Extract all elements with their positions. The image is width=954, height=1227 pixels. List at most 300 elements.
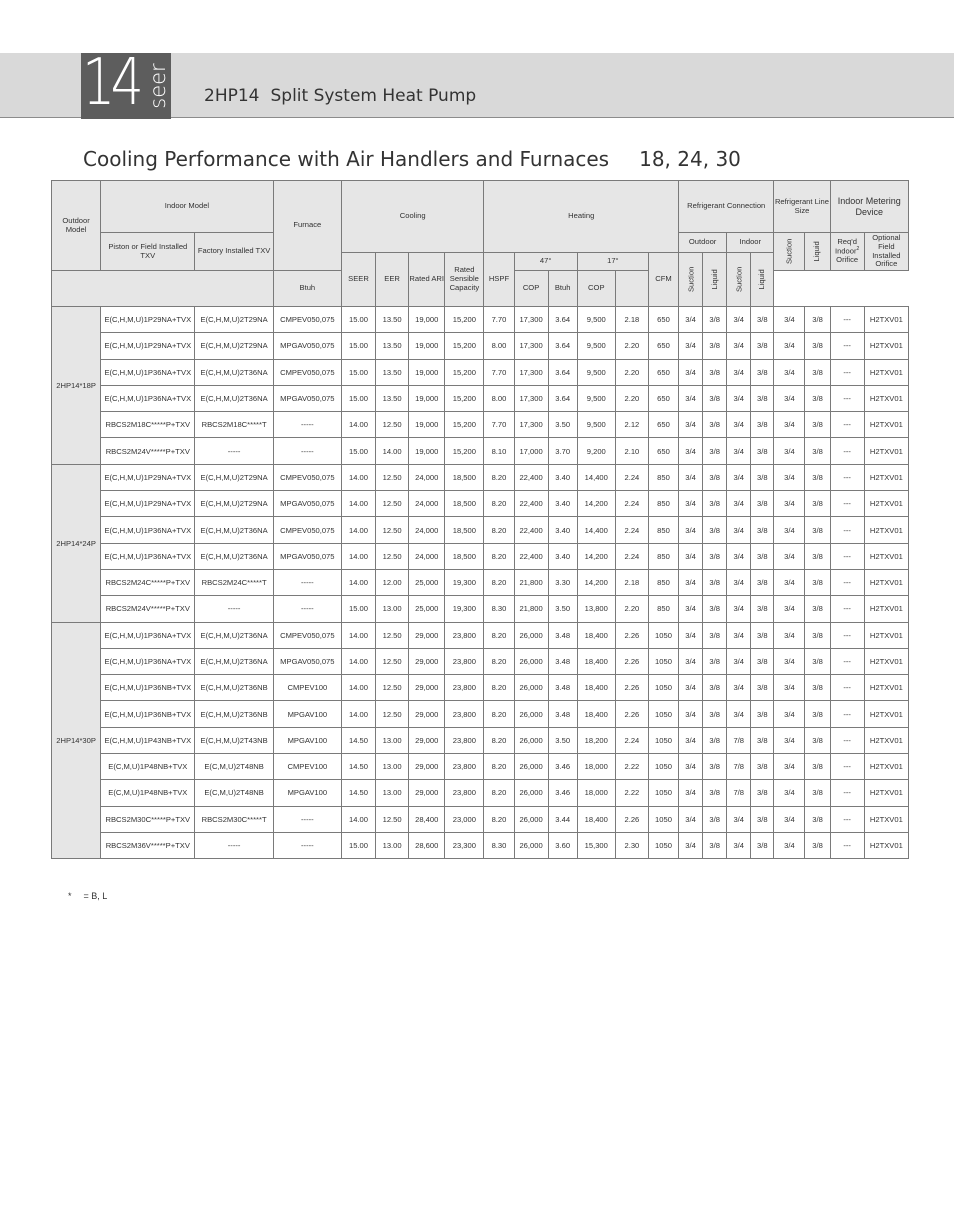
table-cell: 3.40 <box>548 464 577 490</box>
table-cell: 19,000 <box>409 359 445 385</box>
table-cell: 3/8 <box>805 596 830 622</box>
table-cell: 850 <box>648 517 678 543</box>
table-cell: 2.20 <box>615 385 648 411</box>
table-cell: CMPEV050,075 <box>273 622 341 648</box>
table-cell: 3/8 <box>805 832 830 858</box>
table-cell: 18,400 <box>577 806 615 832</box>
table-cell: 3/4 <box>679 438 703 464</box>
table-cell: 19,000 <box>409 307 445 333</box>
table-cell: 23,800 <box>445 648 484 674</box>
table-cell: E(C,H,M,U)2T36NB <box>195 701 273 727</box>
table-cell: 3/4 <box>774 359 805 385</box>
table-cell: 9,500 <box>577 412 615 438</box>
table-cell: 12.50 <box>376 648 409 674</box>
header-optional-orifice: Optional Field Installed Orifice <box>864 233 908 271</box>
table-cell: 1050 <box>648 622 678 648</box>
table-cell: 3/8 <box>751 806 774 832</box>
table-cell: 3.64 <box>548 333 577 359</box>
table-cell: 23,800 <box>445 675 484 701</box>
table-cell: 3/4 <box>774 596 805 622</box>
table-cell: 3/4 <box>727 569 751 595</box>
table-cell: 3/4 <box>727 806 751 832</box>
table-cell: 23,800 <box>445 622 484 648</box>
table-cell: H2TXV01 <box>864 780 908 806</box>
table-cell: 2.10 <box>615 438 648 464</box>
table-cell: 3/4 <box>774 727 805 753</box>
table-cell: 9,500 <box>577 385 615 411</box>
table-cell: 3/4 <box>679 648 703 674</box>
table-cell: 8.20 <box>484 806 514 832</box>
table-cell: 650 <box>648 412 678 438</box>
table-cell: 3/8 <box>805 622 830 648</box>
table-cell: H2TXV01 <box>864 412 908 438</box>
table-cell: 3/8 <box>805 727 830 753</box>
table-cell: 3.64 <box>548 307 577 333</box>
table-cell: 3/4 <box>679 385 703 411</box>
table-cell: CMPEV050,075 <box>273 359 341 385</box>
table-cell: E(C,H,M,U)1P29NA+TVX <box>101 333 195 359</box>
table-cell: 12.50 <box>376 675 409 701</box>
table-cell: RBCS2M24V*****P+TXV <box>101 438 195 464</box>
table-cell: E(C,H,M,U)2T36NA <box>195 385 273 411</box>
table-cell: 14.00 <box>341 806 375 832</box>
seer-word <box>146 56 170 116</box>
product-name: Split System Heat Pump <box>270 86 477 106</box>
table-cell: 23,300 <box>445 832 484 858</box>
table-cell: RBCS2M30C*****P+TXV <box>101 806 195 832</box>
table-cell: 12.50 <box>376 806 409 832</box>
table-cell: 3/8 <box>805 412 830 438</box>
table-cell: CMPEV100 <box>273 754 341 780</box>
table-cell: E(C,H,M,U)2T36NA <box>195 543 273 569</box>
table-cell: 1050 <box>648 648 678 674</box>
table-cell: E(C,H,M,U)2T29NA <box>195 491 273 517</box>
table-cell: --- <box>830 754 864 780</box>
table-cell: 18,000 <box>577 780 615 806</box>
table-cell: 3.44 <box>548 806 577 832</box>
header-outdoor: Outdoor <box>679 233 727 253</box>
table-cell: 7.70 <box>484 412 514 438</box>
table-cell: 13.50 <box>376 385 409 411</box>
table-cell: CMPEV100 <box>273 675 341 701</box>
table-cell: MPGAV050,075 <box>273 543 341 569</box>
table-cell: 12.50 <box>376 543 409 569</box>
header-reqd-orifice-b: Orifice <box>836 255 859 265</box>
table-cell: E(C,H,M,U)1P29NA+TVX <box>101 464 195 490</box>
table-cell: 2.18 <box>615 569 648 595</box>
table-cell: 23,800 <box>445 727 484 753</box>
table-row <box>52 596 909 622</box>
header-47-cop: COP <box>514 271 548 307</box>
table-cell: 15,200 <box>445 307 484 333</box>
table-cell: --- <box>830 727 864 753</box>
table-cell: 3.64 <box>548 385 577 411</box>
table-cell: 12.50 <box>376 701 409 727</box>
header-refrigerant-connection: Refrigerant Connection <box>679 181 774 233</box>
table-cell: 3/8 <box>805 780 830 806</box>
table-cell: 14.00 <box>341 464 375 490</box>
table-cell: 3/4 <box>774 648 805 674</box>
product-code: 2HP14 <box>204 86 260 106</box>
header-eer: EER <box>376 253 409 307</box>
table-cell: 13.50 <box>376 307 409 333</box>
table-cell: 14.00 <box>341 543 375 569</box>
table-cell: E(C,H,M,U)2T36NB <box>195 675 273 701</box>
table-cell: H2TXV01 <box>864 517 908 543</box>
table-cell: H2TXV01 <box>864 543 908 569</box>
table-cell: 24,000 <box>409 491 445 517</box>
table-cell: MPGAV100 <box>273 701 341 727</box>
table-cell: 2.12 <box>615 412 648 438</box>
header-outdoor-model: Outdoor Model <box>52 181 101 271</box>
table-cell: 3/8 <box>805 543 830 569</box>
table-cell: 3/4 <box>774 780 805 806</box>
table-cell: 3/4 <box>774 754 805 780</box>
table-cell: ----- <box>195 596 273 622</box>
table-cell: 3/4 <box>774 569 805 595</box>
table-cell: 24,000 <box>409 543 445 569</box>
header-17: 17° <box>577 253 648 271</box>
table-cell: 21,800 <box>514 596 548 622</box>
table-cell: RBCS2M24C*****T <box>195 569 273 595</box>
table-cell: 15,200 <box>445 359 484 385</box>
table-cell: CMPEV050,075 <box>273 517 341 543</box>
table-row <box>52 517 909 543</box>
table-cell: 3/4 <box>679 359 703 385</box>
table-cell: 3/4 <box>774 832 805 858</box>
table-cell: 18,500 <box>445 491 484 517</box>
table-cell: --- <box>830 569 864 595</box>
table-cell: 19,000 <box>409 412 445 438</box>
section-sizes: 18, 24, 30 <box>639 147 741 171</box>
table-cell: 3/8 <box>805 385 830 411</box>
table-cell: 8.00 <box>484 385 514 411</box>
table-cell: 18,500 <box>445 464 484 490</box>
table-cell: H2TXV01 <box>864 307 908 333</box>
table-cell: E(C,H,M,U)1P36NA+TVX <box>101 622 195 648</box>
table-cell: 3.48 <box>548 675 577 701</box>
table-cell: 8.20 <box>484 569 514 595</box>
header-rated-ari: Rated ARI <box>409 253 445 307</box>
header-piston: Piston or Field Installed TXV <box>101 233 195 271</box>
table-cell: ----- <box>273 596 341 622</box>
table-cell: --- <box>830 832 864 858</box>
table-cell: H2TXV01 <box>864 832 908 858</box>
table-cell: 23,800 <box>445 780 484 806</box>
table-cell: 26,000 <box>514 754 548 780</box>
table-cell: 3/8 <box>703 307 727 333</box>
header-indoor: Indoor <box>727 233 774 253</box>
section-title-text: Cooling Performance with Air Handlers and Furnaces <box>83 147 610 171</box>
table-cell: 29,000 <box>409 675 445 701</box>
table-cell: 12.00 <box>376 569 409 595</box>
table-cell: 850 <box>648 569 678 595</box>
header-heating: Heating <box>484 181 679 253</box>
table-cell: 2.20 <box>615 359 648 385</box>
table-cell: 13.00 <box>376 727 409 753</box>
table-cell: MPGAV100 <box>273 780 341 806</box>
table-cell: E(C,M,U)1P48NB+TVX <box>101 780 195 806</box>
table-cell: 3/8 <box>751 412 774 438</box>
table-cell: E(C,H,M,U)1P29NA+TVX <box>101 491 195 517</box>
header-spacer <box>52 271 274 307</box>
table-cell: 15.00 <box>341 359 375 385</box>
table-row <box>52 307 909 333</box>
table-cell: 22,400 <box>514 543 548 569</box>
table-cell: 14.00 <box>341 622 375 648</box>
table-cell: 14.00 <box>341 675 375 701</box>
header-furnace: Furnace <box>273 181 341 271</box>
table-row <box>52 754 909 780</box>
table-cell: 12.50 <box>376 491 409 517</box>
table-cell: 18,400 <box>577 701 615 727</box>
table-cell: 14.00 <box>341 648 375 674</box>
header-17-btuh: Btuh <box>548 271 577 307</box>
table-cell: 23,800 <box>445 701 484 727</box>
table-cell: 3/8 <box>703 754 727 780</box>
table-cell: 3/8 <box>751 569 774 595</box>
table-cell: 2.20 <box>615 596 648 622</box>
table-cell: ----- <box>273 832 341 858</box>
table-cell: 3/4 <box>774 806 805 832</box>
header-line-suction: Suction <box>784 238 794 265</box>
header-47-btuh: Btuh <box>273 271 341 307</box>
table-cell: 29,000 <box>409 727 445 753</box>
table-cell: E(C,H,M,U)2T36NA <box>195 517 273 543</box>
table-cell: MPGAV050,075 <box>273 491 341 517</box>
table-cell: 3.46 <box>548 780 577 806</box>
table-cell: 18,000 <box>577 754 615 780</box>
table-cell: E(C,M,U)2T48NB <box>195 780 273 806</box>
table-cell: 29,000 <box>409 648 445 674</box>
product-title <box>204 86 476 106</box>
table-cell: 3/8 <box>805 491 830 517</box>
table-cell: 8.20 <box>484 754 514 780</box>
table-cell: 7/8 <box>727 727 751 753</box>
table-cell: 8.20 <box>484 780 514 806</box>
table-row <box>52 701 909 727</box>
table-cell: 3/4 <box>727 412 751 438</box>
table-cell: H2TXV01 <box>864 333 908 359</box>
table-cell: 23,000 <box>445 806 484 832</box>
table-cell: 2.24 <box>615 491 648 517</box>
table-cell: 3/8 <box>703 648 727 674</box>
table-cell: 3/8 <box>751 333 774 359</box>
table-cell: 15.00 <box>341 385 375 411</box>
table-cell: 15,200 <box>445 385 484 411</box>
table-cell: 3/4 <box>679 491 703 517</box>
table-cell: ----- <box>273 412 341 438</box>
table-cell: 1050 <box>648 754 678 780</box>
table-cell: 3/8 <box>805 333 830 359</box>
table-cell: 14,200 <box>577 543 615 569</box>
table-cell: 3/4 <box>679 622 703 648</box>
table-cell: 14,200 <box>577 569 615 595</box>
table-cell: H2TXV01 <box>864 385 908 411</box>
table-cell: 3/8 <box>805 648 830 674</box>
table-cell: H2TXV01 <box>864 438 908 464</box>
table-cell: 12.50 <box>376 517 409 543</box>
table-cell: 3/8 <box>703 385 727 411</box>
table-cell: E(C,H,M,U)1P29NA+TVX <box>101 307 195 333</box>
table-cell: 3.40 <box>548 517 577 543</box>
table-cell: 850 <box>648 491 678 517</box>
table-cell: 3/4 <box>679 543 703 569</box>
table-cell: 3/4 <box>679 701 703 727</box>
table-cell: E(C,H,M,U)2T29NA <box>195 464 273 490</box>
table-cell: 22,400 <box>514 464 548 490</box>
table-cell: H2TXV01 <box>864 596 908 622</box>
table-cell: RBCS2M36V*****P+TXV <box>101 832 195 858</box>
table-cell: 18,500 <box>445 543 484 569</box>
table-cell: 3/4 <box>679 832 703 858</box>
table-cell: 19,300 <box>445 596 484 622</box>
table-cell: E(C,H,M,U)1P36NB+TVX <box>101 675 195 701</box>
table-cell: 9,500 <box>577 359 615 385</box>
table-cell: 13.00 <box>376 780 409 806</box>
table-cell: 9,500 <box>577 333 615 359</box>
table-cell: 14.00 <box>376 438 409 464</box>
table-cell: 3/8 <box>703 517 727 543</box>
footnote-star: * <box>68 891 72 901</box>
table-cell: 15.00 <box>341 832 375 858</box>
table-cell: 3.60 <box>548 832 577 858</box>
table-cell: 3/8 <box>703 491 727 517</box>
seer-word-label: seer <box>146 63 170 109</box>
table-cell: --- <box>830 543 864 569</box>
table-cell: 26,000 <box>514 701 548 727</box>
footnote-text: = B, L <box>83 891 108 901</box>
table-cell: 3/4 <box>774 675 805 701</box>
table-cell: 3/8 <box>805 307 830 333</box>
table-cell: E(C,H,M,U)2T43NB <box>195 727 273 753</box>
table-cell: 26,000 <box>514 780 548 806</box>
table-cell: 1050 <box>648 806 678 832</box>
table-cell: --- <box>830 385 864 411</box>
table-cell: ----- <box>273 806 341 832</box>
table-cell: 24,000 <box>409 464 445 490</box>
table-cell: 850 <box>648 464 678 490</box>
table-cell: 26,000 <box>514 675 548 701</box>
table-cell: 1050 <box>648 675 678 701</box>
table-cell: 8.30 <box>484 596 514 622</box>
table-cell: 12.50 <box>376 464 409 490</box>
table-cell: 3/4 <box>727 307 751 333</box>
table-cell: 26,000 <box>514 832 548 858</box>
table-cell: 650 <box>648 307 678 333</box>
table-cell: 29,000 <box>409 622 445 648</box>
table-cell: 3.50 <box>548 596 577 622</box>
table-cell: 3/8 <box>751 543 774 569</box>
table-cell: 19,000 <box>409 438 445 464</box>
header-reqd-orifice <box>830 233 864 271</box>
table-cell: 3.30 <box>548 569 577 595</box>
table-cell: 3/8 <box>751 596 774 622</box>
table-cell: 3.48 <box>548 701 577 727</box>
table-cell: 12.50 <box>376 412 409 438</box>
table-cell: 3/4 <box>679 307 703 333</box>
table-cell: 8.10 <box>484 438 514 464</box>
table-cell: 3/4 <box>774 622 805 648</box>
table-cell: 29,000 <box>409 701 445 727</box>
table-cell: MPGAV100 <box>273 727 341 753</box>
table-cell: 9,200 <box>577 438 615 464</box>
table-cell: 3.48 <box>548 648 577 674</box>
table-cell: 3.46 <box>548 754 577 780</box>
table-cell: 25,000 <box>409 596 445 622</box>
table-cell: 9,500 <box>577 307 615 333</box>
table-row <box>52 385 909 411</box>
header-cooling: Cooling <box>341 181 483 253</box>
table-cell: 1050 <box>648 832 678 858</box>
table-cell: 850 <box>648 543 678 569</box>
table-cell: 13,800 <box>577 596 615 622</box>
table-row <box>52 333 909 359</box>
table-row <box>52 412 909 438</box>
table-cell: 13.00 <box>376 754 409 780</box>
header-reqd-orifice-sup: 2 <box>856 245 860 252</box>
table-cell: 3/4 <box>727 622 751 648</box>
table-cell: 2.26 <box>615 675 648 701</box>
header-indoor-metering: Indoor Metering Device <box>830 181 908 233</box>
table-cell: 3/4 <box>727 543 751 569</box>
table-cell: 17,300 <box>514 333 548 359</box>
table-cell: 14,200 <box>577 491 615 517</box>
table-cell: 18,400 <box>577 648 615 674</box>
table-cell: 13.00 <box>376 596 409 622</box>
table-cell: 3/8 <box>805 464 830 490</box>
table-cell: 3/4 <box>774 701 805 727</box>
table-cell: 7/8 <box>727 754 751 780</box>
table-cell: E(C,H,M,U)1P36NA+TVX <box>101 648 195 674</box>
table-cell: 17,000 <box>514 438 548 464</box>
table-cell: 2.26 <box>615 806 648 832</box>
table-cell: 3/4 <box>679 780 703 806</box>
table-cell: 3/4 <box>679 569 703 595</box>
table-cell: 2.18 <box>615 307 648 333</box>
table-cell: 17,300 <box>514 307 548 333</box>
table-cell: --- <box>830 675 864 701</box>
table-cell: 3/8 <box>805 359 830 385</box>
table-cell: 3/8 <box>805 701 830 727</box>
table-cell: 2.22 <box>615 754 648 780</box>
table-cell: 3.40 <box>548 491 577 517</box>
table-cell: 26,000 <box>514 622 548 648</box>
table-cell: H2TXV01 <box>864 701 908 727</box>
table-cell: H2TXV01 <box>864 754 908 780</box>
table-cell: --- <box>830 333 864 359</box>
table-cell: H2TXV01 <box>864 727 908 753</box>
table-cell: 3/8 <box>751 622 774 648</box>
table-cell: 3.48 <box>548 622 577 648</box>
table-cell: 3/4 <box>727 359 751 385</box>
outdoor-model-cell: 2HP14*30P <box>52 622 101 859</box>
table-cell: E(C,H,M,U)1P36NA+TVX <box>101 385 195 411</box>
header-indoor-suction: Suction <box>734 266 744 293</box>
table-cell: --- <box>830 780 864 806</box>
table-cell: 14,400 <box>577 517 615 543</box>
table-cell: 3/8 <box>703 622 727 648</box>
table-cell: E(C,M,U)2T48NB <box>195 754 273 780</box>
seer-number: 14 <box>82 53 139 119</box>
table-cell: 17,300 <box>514 359 548 385</box>
table-cell: 3/8 <box>703 832 727 858</box>
table-cell: 3/8 <box>703 543 727 569</box>
table-cell: 3/4 <box>774 543 805 569</box>
table-cell: --- <box>830 464 864 490</box>
table-cell: 15.00 <box>341 596 375 622</box>
table-cell: 14.50 <box>341 727 375 753</box>
